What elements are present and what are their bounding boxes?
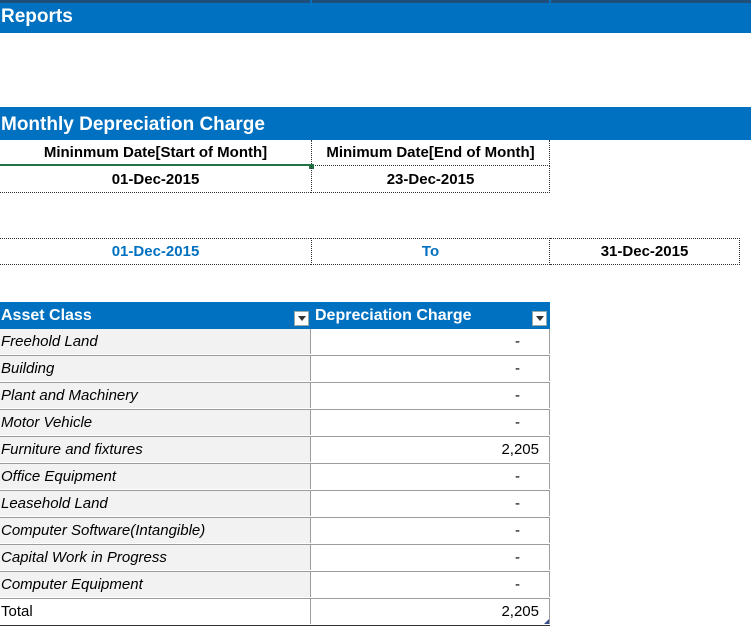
range-to-value: 31-Dec-2015 [600,243,689,260]
min-end-value-cell[interactable] [311,166,550,193]
charge-cell[interactable]: - [311,491,550,516]
table-row[interactable] [0,572,550,599]
header-depreciation-charge[interactable]: Depreciation Charge [315,307,472,324]
range-from-cell[interactable] [0,238,311,265]
asset-class-cell[interactable]: Freehold Land [0,329,311,354]
monthly-depreciation-header [0,107,751,140]
filter-dropdown-icon[interactable] [532,311,547,326]
depreciation-table [0,302,550,626]
min-start-value: 01-Dec-2015 [111,170,200,188]
reports-header-bar [0,0,751,33]
charge-cell[interactable]: 2,205 [311,437,550,462]
table-row[interactable] [0,464,550,491]
asset-class-cell[interactable]: Computer Software(Intangible) [0,518,311,543]
charge-cell[interactable]: - [311,383,550,408]
asset-class-cell[interactable]: Motor Vehicle [0,410,311,435]
table-row[interactable] [0,518,550,545]
asset-class-cell[interactable]: Office Equipment [0,464,311,489]
min-start-label: Mininmum Date[Start of Month] [43,143,268,161]
min-end-label: Minimum Date[End of Month] [326,144,535,161]
table-header-row [0,302,550,329]
asset-class-cell[interactable]: Computer Equipment [0,572,311,597]
charge-cell[interactable]: - [311,518,550,543]
total-label-cell[interactable]: Total [0,599,311,624]
filter-dropdown-icon[interactable] [294,311,309,326]
table-row[interactable] [0,491,550,518]
asset-class-cell[interactable]: Building [0,356,311,381]
reports-title: Reports [1,6,73,27]
charge-cell[interactable]: - [311,464,550,489]
table-resize-handle-icon[interactable] [544,619,549,624]
min-end-label-cell[interactable] [311,140,550,166]
header-asset-class[interactable]: Asset Class [1,307,92,324]
asset-class-cell[interactable]: Furniture and fixtures [0,437,311,462]
min-start-label-cell[interactable] [0,140,311,166]
asset-class-cell[interactable]: Capital Work in Progress [0,545,311,570]
table-row[interactable] [0,545,550,572]
charge-cell[interactable]: - [311,410,550,435]
header-strip-right [551,0,751,3]
header-strip-mid [312,0,549,3]
asset-class-cell[interactable]: Leasehold Land [0,491,311,516]
table-row[interactable] [0,410,550,437]
table-row[interactable] [0,356,550,383]
monthly-depreciation-title: Monthly Depreciation Charge [1,114,265,135]
min-end-value: 23-Dec-2015 [386,170,475,188]
range-from-value: 01-Dec-2015 [111,243,200,260]
table-row[interactable] [0,329,550,356]
range-to-label-cell[interactable] [311,238,550,265]
range-to-label: To [421,243,440,260]
total-value-cell[interactable]: 2,205 [311,599,550,624]
min-start-value-cell[interactable] [0,166,311,193]
charge-cell[interactable]: - [311,329,550,354]
table-total-row[interactable] [0,599,550,626]
header-strip-left [0,0,310,3]
range-to-cell[interactable] [550,238,740,265]
asset-class-cell[interactable]: Plant and Machinery [0,383,311,408]
charge-cell[interactable]: - [311,545,550,570]
table-row[interactable] [0,437,550,464]
charge-cell[interactable]: - [311,572,550,597]
table-row[interactable] [0,383,550,410]
charge-cell[interactable]: - [311,356,550,381]
